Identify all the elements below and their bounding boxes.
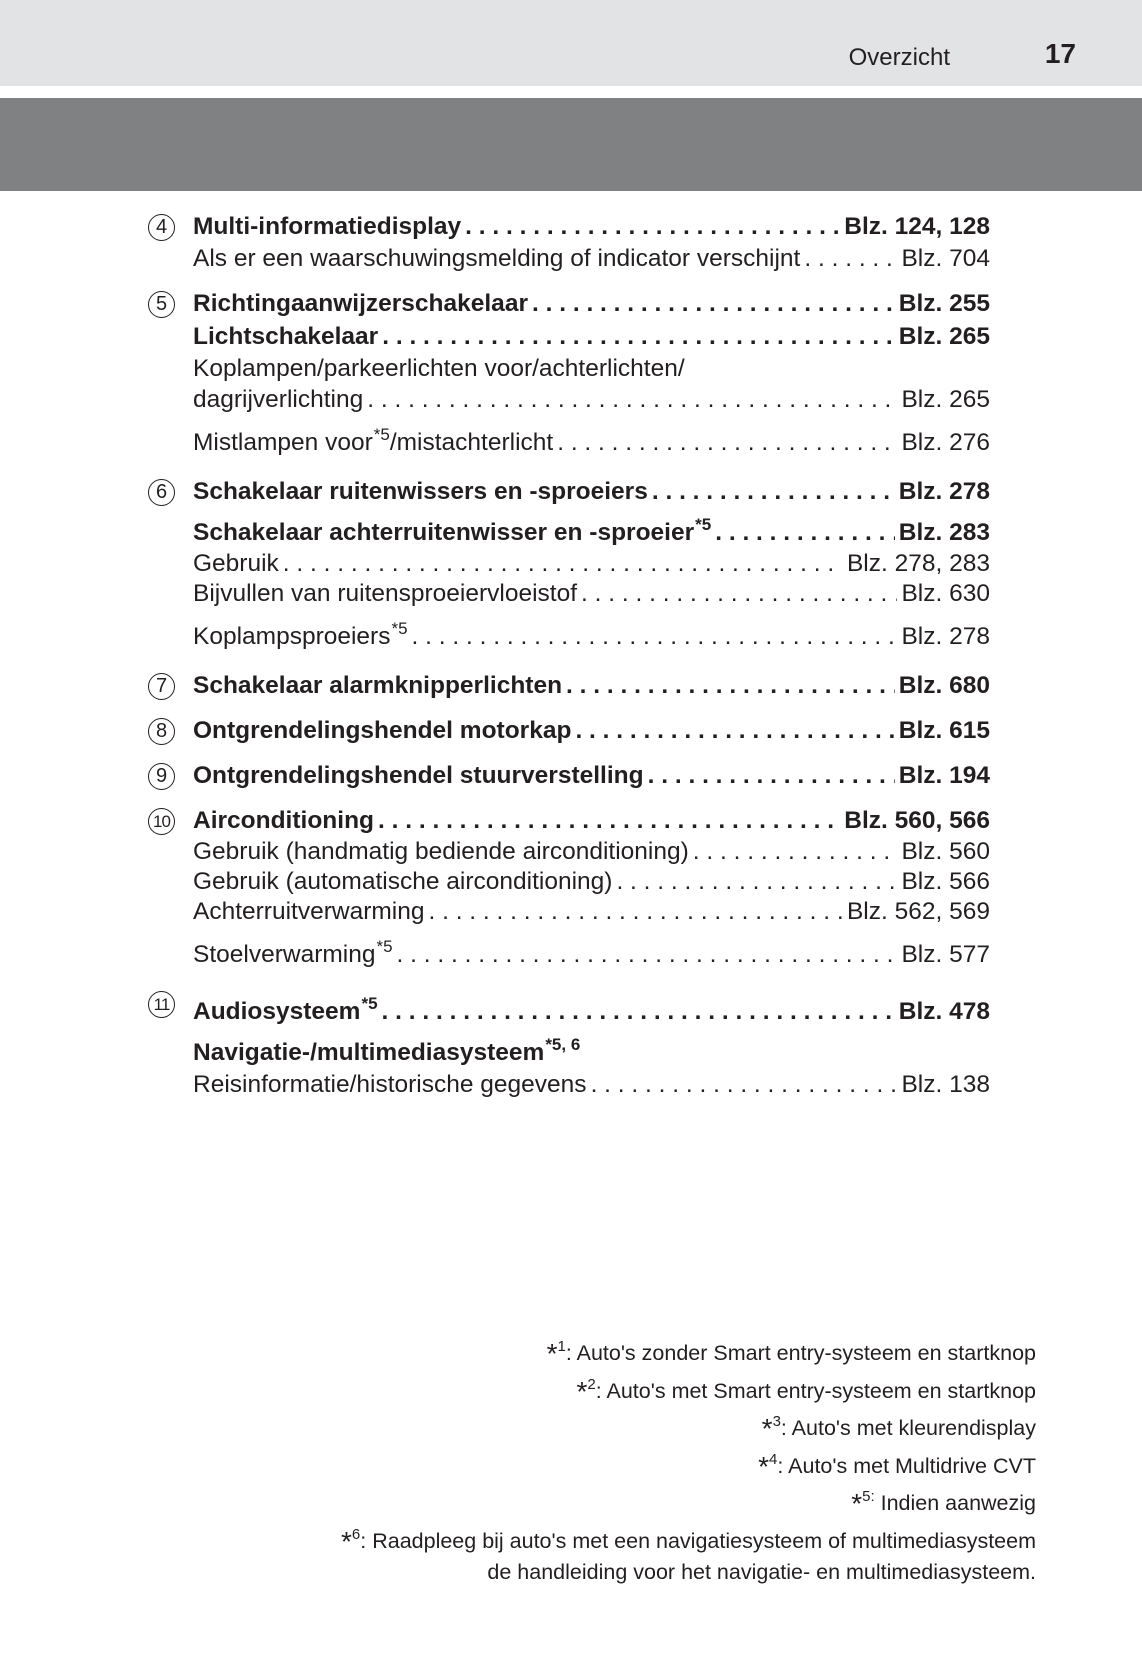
page-reference: Blz. 278, 283 bbox=[846, 550, 990, 577]
leader-dots bbox=[566, 669, 895, 702]
leader-dots bbox=[581, 579, 897, 609]
footnote-asterisk: * bbox=[576, 1375, 588, 1407]
entry-title-part: Koplampsproeiers bbox=[193, 623, 391, 650]
footnote bbox=[236, 1407, 1036, 1445]
footnote-marker: *5 bbox=[361, 994, 378, 1013]
entry-title-part: Audiosysteem bbox=[193, 998, 361, 1025]
entry-title: dagrijverlichting bbox=[193, 386, 364, 413]
toc-entry[interactable] bbox=[193, 415, 990, 463]
toc-entry[interactable] bbox=[193, 1069, 990, 1101]
footnote-number: 1 bbox=[557, 1338, 566, 1355]
page-reference: Blz. 194 bbox=[898, 762, 990, 789]
entry-title: Ontgrendelingshendel stuurverstelling bbox=[193, 762, 644, 789]
toc-entry[interactable] bbox=[193, 287, 990, 320]
callout-number: 5 bbox=[148, 291, 175, 318]
page-reference: Blz. 255 bbox=[898, 290, 990, 317]
leader-dots bbox=[382, 320, 895, 353]
footnote-asterisk: * bbox=[546, 1338, 558, 1369]
toc-list bbox=[148, 210, 990, 1113]
page-reference: Blz. 560 bbox=[901, 838, 990, 865]
toc-group-8 bbox=[148, 714, 990, 747]
section-title: Overzicht bbox=[848, 44, 950, 71]
toc-entry[interactable] bbox=[193, 867, 990, 897]
footnote-text: : Auto's met kleurendisplay bbox=[780, 1416, 1036, 1440]
entry-title: Lichtschakelaar bbox=[193, 323, 379, 350]
page-reference: Blz. 276 bbox=[901, 429, 990, 456]
toc-entry[interactable] bbox=[193, 669, 990, 702]
toc-group-6 bbox=[148, 475, 990, 657]
toc-entry[interactable] bbox=[193, 714, 990, 747]
leader-dots bbox=[575, 714, 894, 747]
leader-dots bbox=[591, 1069, 898, 1101]
page-reference: Blz. 680 bbox=[898, 672, 990, 699]
toc-entry[interactable] bbox=[193, 1028, 990, 1069]
entry-title bbox=[193, 927, 393, 975]
entry-title-part: Schakelaar achterruitenwisser en -sproeier bbox=[193, 519, 695, 546]
header-band bbox=[0, 0, 1142, 86]
page-reference: Blz. 478 bbox=[898, 998, 990, 1025]
toc-entry[interactable] bbox=[193, 837, 990, 867]
footnote-marker: *5 bbox=[373, 425, 390, 444]
footnote-text: : Auto's zonder Smart entry-systeem en startknop bbox=[565, 1341, 1036, 1365]
entry-title: Schakelaar alarmknipperlichten bbox=[193, 672, 563, 699]
leader-dots bbox=[693, 837, 898, 867]
toc-group-5 bbox=[148, 287, 990, 463]
callout-number: 9 bbox=[148, 763, 175, 790]
entry-title-part: Mistlampen voor bbox=[193, 429, 373, 456]
entry-title-part: Navigatie-/multimediasysteem bbox=[193, 1039, 545, 1066]
page-reference: Blz. 278 bbox=[898, 478, 990, 505]
leader-dots bbox=[616, 867, 897, 897]
toc-entry[interactable] bbox=[193, 804, 990, 837]
toc-group-10 bbox=[148, 804, 990, 975]
footnote-text: Indien aanwezig bbox=[874, 1491, 1036, 1515]
entry-title: Reisinformatie/historische gegevens bbox=[193, 1071, 587, 1098]
entry-title: Gebruik (automatische airconditioning) bbox=[193, 868, 613, 895]
toc-entry[interactable] bbox=[193, 609, 990, 657]
footnote-number: 6 bbox=[351, 1525, 361, 1543]
page-reference: Blz. 704 bbox=[901, 245, 990, 272]
entry-title bbox=[193, 508, 711, 549]
page-reference: Blz. 630 bbox=[901, 580, 990, 607]
footnote-number: 4 bbox=[769, 1450, 778, 1468]
toc-entry[interactable] bbox=[193, 385, 990, 415]
toc-group-4 bbox=[148, 210, 990, 275]
page-reference: Blz. 265 bbox=[901, 386, 990, 413]
footnote-text: : Auto's met Multidrive CVT bbox=[777, 1453, 1036, 1478]
footnote-text: : Auto's met Smart entry-systeem en startknop bbox=[595, 1378, 1036, 1403]
footnote-asterisk: * bbox=[851, 1488, 863, 1519]
footnote-text: : Raadpleeg bij auto's met een navigatiesysteem of multimediasysteem bbox=[360, 1528, 1036, 1553]
toc-group-9 bbox=[148, 759, 990, 792]
footnote-continuation: de handleiding voor het navigatie- en multimediasysteem. bbox=[487, 1560, 1036, 1584]
entry-title: Ontgrendelingshendel motorkap bbox=[193, 717, 572, 744]
entry-title: Achterruitverwarming bbox=[193, 898, 425, 925]
entry-title: Airconditioning bbox=[193, 807, 374, 834]
toc-entry[interactable] bbox=[193, 320, 990, 353]
leader-dots bbox=[557, 423, 897, 463]
footnote-asterisk: * bbox=[341, 1525, 352, 1557]
entry-title: Gebruik (handmatig bediende airconditioning) bbox=[193, 838, 689, 865]
entry-title: Multi-informatiedisplay bbox=[193, 213, 462, 240]
page-reference: Blz. 566 bbox=[901, 868, 990, 895]
leader-dots bbox=[532, 287, 895, 320]
chapter-band bbox=[0, 98, 1142, 191]
leader-dots bbox=[412, 617, 898, 657]
leader-dots bbox=[378, 804, 840, 837]
footnote bbox=[236, 1445, 1036, 1483]
leader-dots bbox=[652, 475, 895, 508]
entry-title: Richtingaanwijzerschakelaar bbox=[193, 290, 528, 317]
toc-entry[interactable] bbox=[193, 549, 990, 579]
page-reference: Blz. 283 bbox=[898, 519, 990, 546]
footnote bbox=[236, 1482, 1036, 1520]
entry-title: Bijvullen van ruitensproeiervloeistof bbox=[193, 580, 578, 607]
footnote-number: 5: bbox=[862, 1488, 875, 1505]
toc-entry[interactable] bbox=[193, 927, 990, 975]
callout-number: 8 bbox=[148, 718, 175, 745]
footnote-marker: *5 bbox=[376, 937, 393, 956]
entry-title-line: Koplampen/parkeerlichten voor/achterlichten/ bbox=[193, 355, 685, 382]
footnote bbox=[236, 1332, 1036, 1370]
page-reference: Blz. 138 bbox=[901, 1071, 990, 1098]
callout-number: 10 bbox=[148, 808, 175, 835]
callout-number: 11 bbox=[148, 991, 175, 1018]
callout-number: 4 bbox=[148, 214, 175, 241]
toc-group-11 bbox=[148, 987, 990, 1101]
page-reference: Blz. 615 bbox=[898, 717, 990, 744]
callout-number: 6 bbox=[148, 479, 175, 506]
leader-dots bbox=[715, 516, 895, 549]
footnotes bbox=[236, 1332, 1036, 1588]
leader-dots bbox=[367, 385, 897, 415]
leader-dots bbox=[283, 549, 843, 579]
entry-title bbox=[193, 987, 378, 1028]
footnote-marker: *5 bbox=[391, 619, 408, 638]
entry-title: Schakelaar ruitenwissers en -sproeiers bbox=[193, 478, 648, 505]
page-reference: Blz. 124, 128 bbox=[844, 213, 990, 240]
toc-entry[interactable] bbox=[193, 897, 990, 927]
footnote-number: 2 bbox=[587, 1375, 596, 1393]
toc-entry[interactable] bbox=[193, 508, 990, 549]
leader-dots bbox=[428, 897, 843, 927]
footnote bbox=[236, 1520, 1036, 1558]
entry-title bbox=[193, 609, 408, 657]
page-reference: Blz. 562, 569 bbox=[846, 898, 990, 925]
footnote-marker: *5, 6 bbox=[545, 1035, 581, 1054]
footnote-asterisk: * bbox=[761, 1413, 773, 1444]
page-reference: Blz. 278 bbox=[901, 623, 990, 650]
leader-dots bbox=[465, 210, 840, 243]
leader-dots bbox=[648, 759, 895, 792]
footnote bbox=[236, 1370, 1036, 1408]
entry-title-part: Stoelverwarming bbox=[193, 941, 376, 968]
entry-title: Gebruik bbox=[193, 550, 279, 577]
entry-title: Als er een waarschuwingsmelding of indicator verschijnt bbox=[193, 245, 801, 272]
page-number: 17 bbox=[1044, 38, 1076, 69]
entry-title-part: /mistachterlicht bbox=[389, 429, 554, 456]
page-reference: Blz. 560, 566 bbox=[844, 807, 990, 834]
leader-dots bbox=[804, 243, 897, 275]
page-reference: Blz. 577 bbox=[901, 941, 990, 968]
footnote-asterisk: * bbox=[758, 1450, 770, 1482]
toc-entry[interactable] bbox=[193, 475, 990, 508]
entry-title bbox=[193, 415, 553, 463]
toc-group-7 bbox=[148, 669, 990, 702]
footnote-number: 3 bbox=[772, 1413, 781, 1430]
toc-entry[interactable] bbox=[193, 243, 990, 275]
toc-entry[interactable] bbox=[193, 579, 990, 609]
page-reference: Blz. 265 bbox=[898, 323, 990, 350]
callout-number: 7 bbox=[148, 673, 175, 700]
entry-title bbox=[193, 1028, 580, 1069]
header-divider bbox=[0, 86, 1142, 98]
toc-entry[interactable] bbox=[193, 210, 990, 243]
leader-dots bbox=[397, 935, 898, 975]
toc-entry[interactable] bbox=[193, 759, 990, 792]
leader-dots bbox=[382, 995, 895, 1028]
footnote-marker: *5 bbox=[695, 515, 712, 534]
toc-entry[interactable] bbox=[193, 987, 990, 1028]
